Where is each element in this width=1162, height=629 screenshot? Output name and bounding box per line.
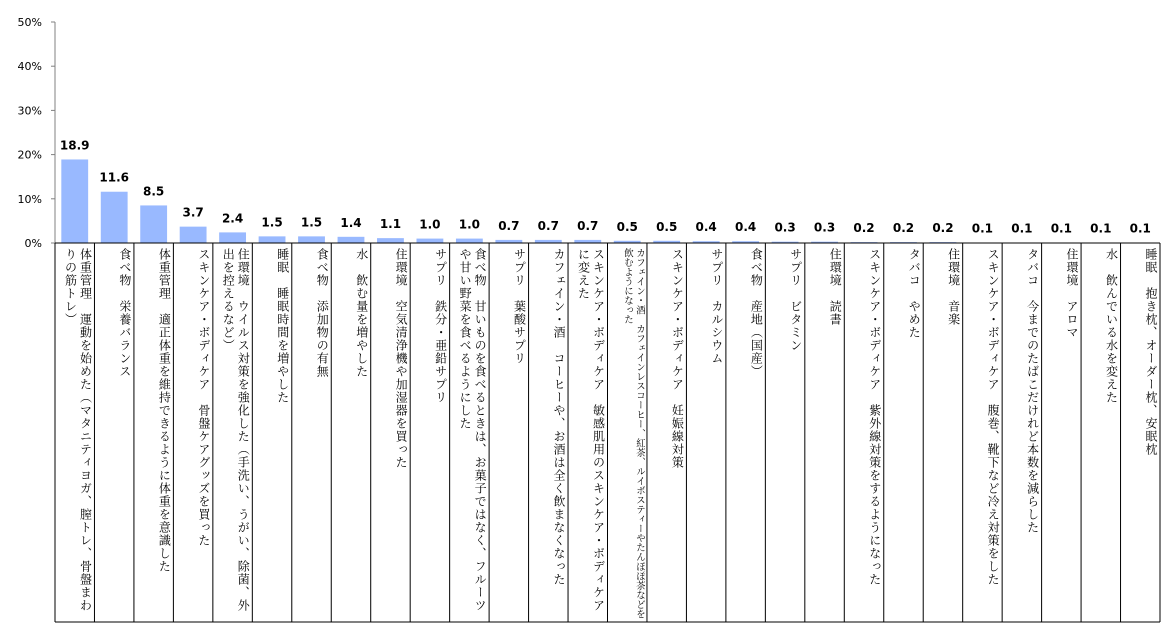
bar — [456, 239, 483, 243]
data-label: 0.2 — [932, 221, 954, 236]
data-label: 11.6 — [99, 170, 130, 185]
value-labels — [60, 138, 1151, 235]
bar — [180, 227, 207, 243]
data-label: 0.7 — [537, 218, 559, 233]
category-label: 住環境 読書 — [828, 248, 843, 326]
data-label: 1.0 — [458, 217, 481, 232]
data-label: 3.7 — [182, 205, 204, 220]
data-label: 0.2 — [892, 221, 915, 236]
category-label: 睡眠 睡眠時間を増やした — [275, 248, 290, 404]
bar — [61, 159, 88, 243]
y-tick-label: 50% — [17, 16, 42, 29]
bar — [338, 237, 365, 243]
category-label: サプリ 葉酸サプリ — [512, 248, 527, 365]
category-label: カフェイン・酒 カフェインレスコーヒー、紅茶、ルイボスティーやたんぽぽ茶などを飲むようになった — [621, 248, 645, 619]
category-label: サプリ カルシウム — [709, 248, 724, 365]
category-label: スキンケア・ボディケア 腹巻、靴下など冷え対策をした — [986, 248, 1001, 586]
data-label: 0.1 — [1090, 221, 1112, 236]
data-label: 0.4 — [695, 220, 717, 235]
data-label: 0.1 — [971, 221, 994, 236]
y-tick-label: 0% — [24, 237, 42, 250]
category-label: タバコ やめた — [907, 248, 922, 339]
data-label: 0.2 — [853, 221, 875, 236]
data-label: 1.5 — [300, 215, 323, 230]
data-label: 0.1 — [1011, 221, 1033, 236]
bar — [140, 205, 167, 243]
data-label: 1.0 — [419, 217, 441, 232]
y-tick-label: 20% — [17, 148, 42, 162]
bar — [219, 232, 246, 243]
data-label: 0.3 — [813, 220, 836, 235]
category-label: 睡眠 抱き枕、オーダー枕、安眠枕 — [1143, 248, 1158, 456]
data-label: 0.1 — [1050, 221, 1072, 236]
data-label: 2.4 — [221, 211, 244, 226]
category-label: サプリ 鉄分・亜鉛サプリ — [433, 248, 448, 404]
category-label: 住環境 ウイルス対策を強化した（手洗い、うがい、除菌、外出を控えるなど） — [221, 248, 251, 612]
y-tick-label: 10% — [17, 192, 42, 206]
data-label: 1.5 — [261, 215, 283, 230]
category-label: 住環境 音楽 — [946, 248, 961, 326]
data-label: 18.9 — [59, 138, 90, 153]
data-label: 0.5 — [656, 219, 678, 234]
category-label: 体重管理 運動を始めた（マタニティヨガ、膣トレ、骨盤まわりの筋トレ） — [63, 248, 93, 612]
data-label: 0.1 — [1129, 221, 1151, 236]
category-label: 住環境 空気清浄機や加湿器を買った — [394, 248, 409, 469]
category-label: スキンケア・ボディケア 紫外線対策をするようになった — [867, 248, 882, 586]
data-label: 0.7 — [577, 218, 599, 233]
bar — [259, 236, 286, 243]
bar — [416, 239, 443, 243]
y-tick-label: 40% — [17, 60, 42, 74]
bar — [298, 236, 325, 243]
category-label: スキンケア・ボディケア 妊娠線対策 — [670, 248, 685, 469]
bar — [377, 238, 404, 243]
category-label: サプリ ビタミン — [788, 248, 803, 352]
y-tick-label: 30% — [17, 104, 42, 118]
data-label: 8.5 — [143, 184, 165, 199]
data-label: 0.7 — [498, 218, 520, 233]
category-label: 水 飲んでいる水を変えた — [1104, 248, 1119, 404]
category-label: スキンケア・ボディケア 敏感肌用のスキンケア・ボディケアに変えた — [576, 248, 606, 612]
category-label: 体重管理 適正体重を維持できるように体重を意識した — [157, 248, 172, 573]
data-label: 1.4 — [340, 215, 362, 230]
bar — [101, 192, 128, 243]
category-label: タバコ 今までのたばこだけれど本数を減らした — [1025, 248, 1040, 534]
data-label: 1.1 — [379, 217, 402, 232]
category-table-grid — [55, 243, 1160, 622]
data-label: 0.4 — [734, 220, 757, 235]
category-label: 住環境 アロマ — [1065, 248, 1080, 339]
category-label: 水 飲む量を増やした — [354, 248, 369, 378]
category-label: 食べ物 産地（国産） — [749, 248, 764, 378]
data-label: 0.3 — [774, 220, 796, 235]
data-label: 0.5 — [616, 219, 638, 234]
category-label: スキンケア・ボディケア 骨盤ケアグッズを買った — [196, 248, 211, 547]
category-label: 食べ物 栄養バランス — [117, 248, 132, 378]
y-axis — [18, 16, 55, 250]
category-label: カフェイン・酒 コーヒーや、お酒は全く飲まなくなった — [552, 248, 567, 586]
category-label: 食べ物 添加物の有無 — [315, 248, 330, 378]
category-label: 食べ物 甘いものを食べるときは、お菓子ではなく、フルーツや甘い野菜を食べるようにした — [458, 248, 488, 612]
